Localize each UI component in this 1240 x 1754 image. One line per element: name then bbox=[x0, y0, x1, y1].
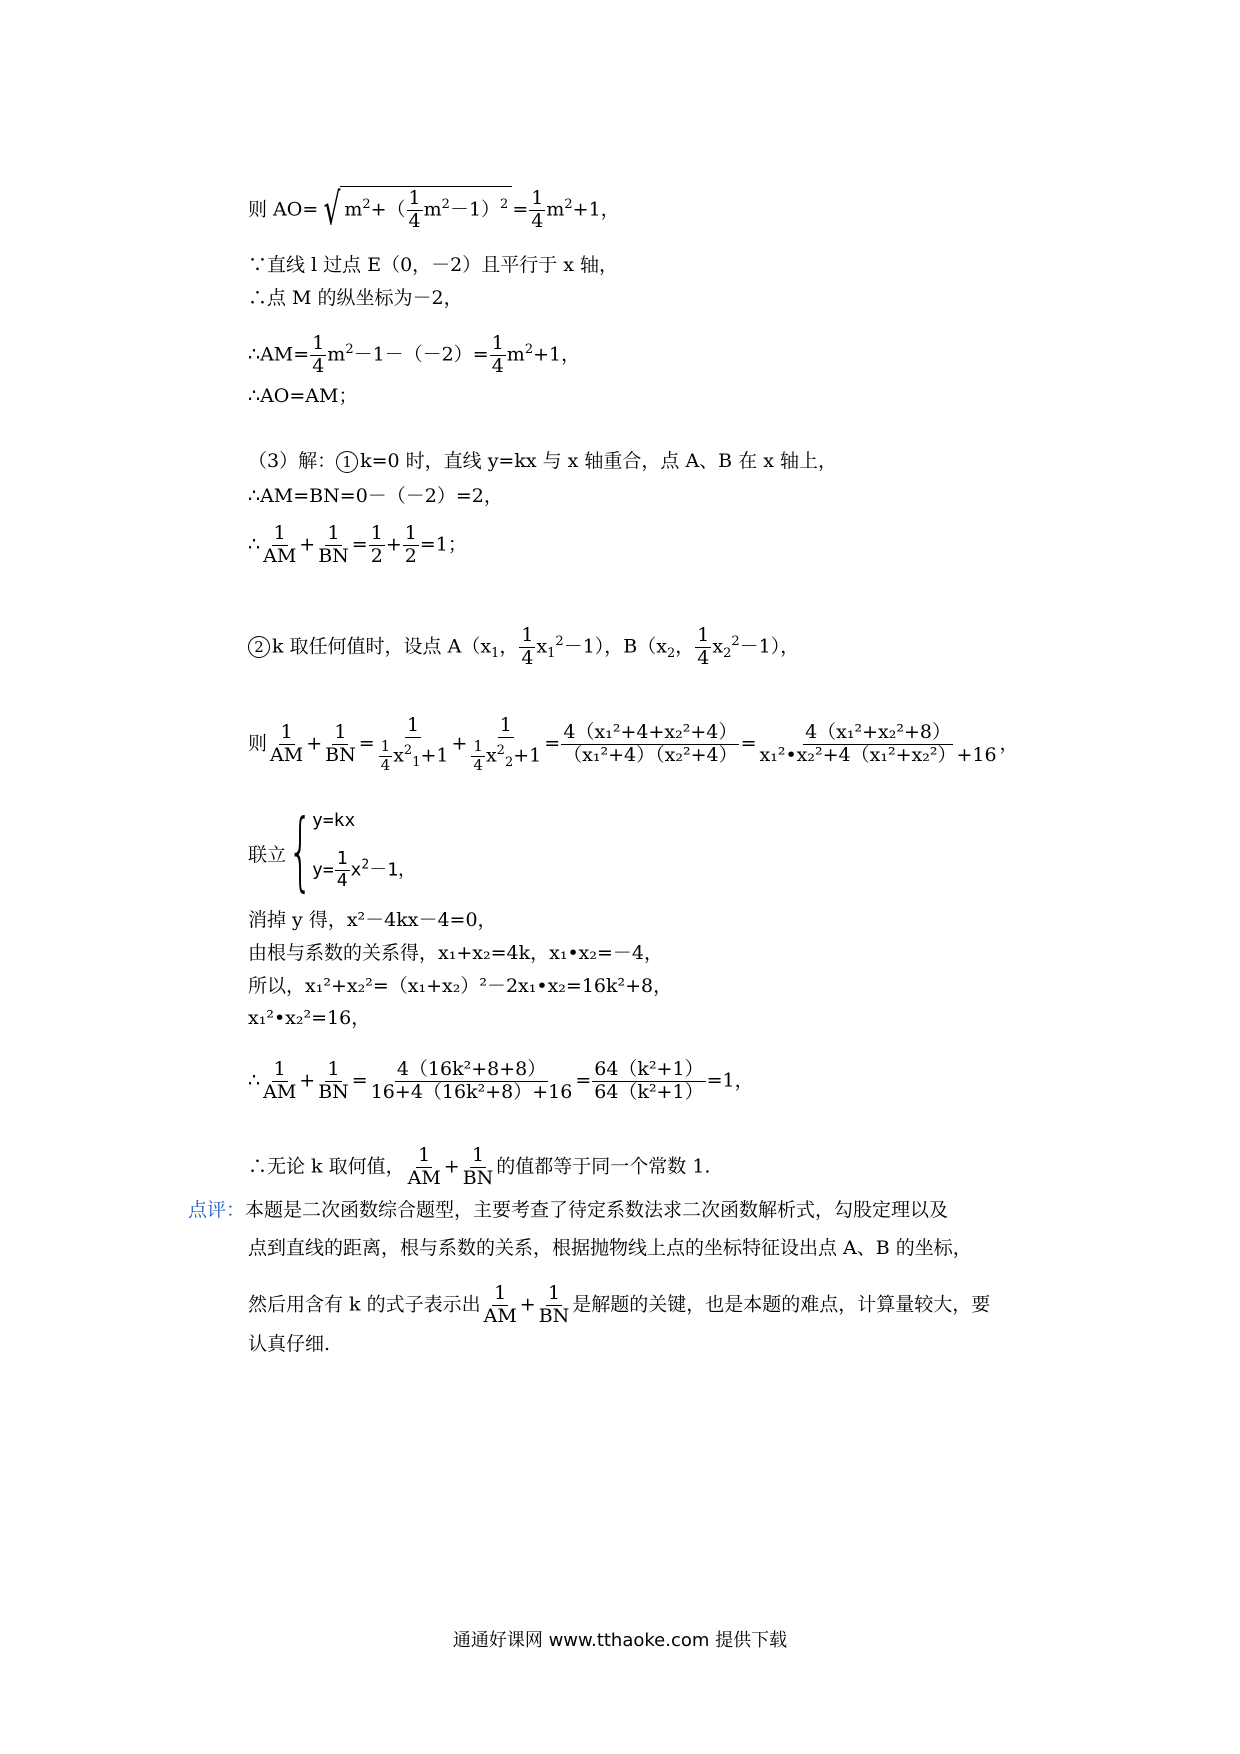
t: = bbox=[740, 732, 757, 755]
num: 64（k²+1） bbox=[594, 1058, 704, 1080]
t: 2 bbox=[496, 742, 505, 758]
t: 2 bbox=[362, 197, 371, 213]
fraction bbox=[335, 850, 350, 891]
fraction bbox=[406, 1146, 443, 1189]
num: 1 bbox=[547, 1282, 561, 1304]
fraction bbox=[261, 1060, 298, 1103]
den: 4 bbox=[521, 646, 534, 669]
t: + bbox=[299, 1069, 316, 1092]
den: 4 bbox=[697, 646, 710, 669]
t: －1－（－2）= bbox=[353, 343, 489, 366]
t: +1 bbox=[420, 744, 449, 767]
num: 1 bbox=[334, 721, 347, 744]
fraction bbox=[592, 1060, 705, 1103]
t: ， bbox=[675, 635, 695, 658]
t: y=kx bbox=[312, 810, 356, 831]
t: 2 bbox=[361, 857, 370, 873]
num: 4（16k²+8+8） bbox=[396, 1058, 547, 1080]
line-5: ∴AO=AM； bbox=[248, 385, 358, 407]
t: ， bbox=[999, 732, 1019, 755]
num: 1 bbox=[327, 522, 340, 544]
num: 4（x₁²+x₂²+8） bbox=[805, 721, 951, 744]
fraction bbox=[529, 189, 545, 232]
num: 1 bbox=[471, 1144, 485, 1166]
t: = bbox=[512, 198, 529, 221]
t: + bbox=[299, 533, 316, 556]
t: 1 bbox=[491, 646, 500, 662]
den: （x₁²+4）（x₂²+4） bbox=[563, 744, 738, 767]
line-13: 由根与系数的关系得，x₁+x₂=4k，x₁•x₂=－4， bbox=[248, 942, 663, 964]
num: 4（x₁²+4+x₂²+4） bbox=[563, 721, 738, 744]
t: x bbox=[536, 635, 548, 658]
line-6 bbox=[248, 449, 837, 473]
t: 是解题的关键，也是本题的难点，计算量较大，要 bbox=[572, 1293, 991, 1316]
t: = bbox=[544, 732, 561, 755]
line-long-fraction bbox=[248, 716, 1019, 773]
sqrt-body bbox=[340, 186, 512, 232]
num: 1 bbox=[521, 624, 534, 646]
t: 2 bbox=[731, 634, 740, 650]
fraction bbox=[369, 524, 385, 567]
num: 1 bbox=[407, 714, 420, 736]
t: = bbox=[351, 1069, 368, 1092]
note-line-2: 点到直线的距离，根与系数的关系，根据抛物线上点的坐标特征设出点 A、B 的坐标， bbox=[248, 1237, 972, 1259]
line-am bbox=[248, 334, 580, 377]
footer: 通通好课网 www.tthaoke.com 提供下载 bbox=[452, 1630, 788, 1651]
t: +1， bbox=[533, 343, 581, 366]
t: －1 bbox=[369, 859, 399, 881]
t: ∴AM= bbox=[248, 343, 310, 366]
brace: { bbox=[288, 801, 313, 901]
fraction bbox=[268, 723, 305, 766]
num: 1 bbox=[499, 714, 512, 736]
fraction bbox=[323, 723, 358, 766]
t: 2 bbox=[345, 342, 354, 358]
line-15: x₁²•x₂²=16， bbox=[248, 1007, 371, 1029]
den: BN bbox=[318, 544, 349, 567]
num: 1 bbox=[336, 848, 348, 869]
t: 然后用含有 k 的式子表示出 bbox=[248, 1293, 481, 1316]
den: 2 bbox=[404, 544, 417, 567]
num: 1 bbox=[491, 332, 504, 354]
t: 本题是二次函数综合题型，主要考查了待定系数法求二次函数解析式，勾股定理以及 bbox=[245, 1199, 949, 1221]
t: m bbox=[327, 343, 346, 366]
line-conclusion bbox=[248, 1146, 710, 1189]
t: =1； bbox=[419, 533, 467, 556]
fraction bbox=[468, 716, 543, 773]
line-7: ∴AM=BN=0－（－2）=2， bbox=[248, 485, 503, 507]
t: m bbox=[344, 198, 363, 221]
fraction bbox=[537, 1284, 572, 1327]
num: 1 bbox=[473, 736, 483, 755]
den: BN bbox=[538, 1304, 570, 1327]
eq-line bbox=[312, 850, 416, 891]
t: = bbox=[575, 1069, 592, 1092]
den: 16+4（16k²+8）+16 bbox=[370, 1080, 573, 1103]
den: AM bbox=[263, 544, 297, 567]
line-points bbox=[248, 626, 799, 669]
den: 64（k²+1） bbox=[594, 1080, 704, 1103]
fraction bbox=[407, 189, 423, 232]
t: k 取任何值时，设点 A（x bbox=[272, 635, 492, 658]
line-12: 消掉 y 得，x²－4kx－4=0， bbox=[248, 909, 497, 931]
fraction bbox=[482, 1284, 519, 1327]
fraction bbox=[758, 723, 999, 766]
t: m bbox=[423, 198, 442, 221]
fraction bbox=[471, 736, 485, 774]
den: AM bbox=[263, 1080, 297, 1103]
fraction bbox=[379, 736, 393, 774]
t: x bbox=[350, 859, 362, 881]
t: + bbox=[519, 1293, 536, 1316]
den: AM bbox=[483, 1304, 517, 1327]
t: + bbox=[451, 732, 468, 755]
num: 1 bbox=[380, 736, 391, 755]
t: 2 bbox=[403, 742, 413, 758]
note-line-1 bbox=[188, 1198, 948, 1222]
line-sum-k0 bbox=[248, 524, 467, 567]
fraction bbox=[376, 716, 451, 773]
t: 2 bbox=[666, 646, 676, 662]
circled-number: 1 bbox=[336, 451, 358, 473]
t: 2 bbox=[441, 197, 450, 213]
t: = bbox=[358, 732, 375, 755]
line-2: ∵直线 l 过点 E（0，－2）且平行于 x 轴， bbox=[248, 254, 619, 276]
note-line-3 bbox=[248, 1284, 990, 1327]
system-of-equations bbox=[248, 802, 508, 902]
t: x bbox=[712, 635, 724, 658]
den: BN bbox=[318, 1080, 349, 1103]
num: 1 bbox=[418, 1144, 431, 1166]
den: 4 bbox=[473, 755, 483, 774]
line-3: ∴点 M 的纵坐标为－2， bbox=[248, 287, 463, 309]
t: 1 bbox=[547, 646, 556, 662]
fraction bbox=[695, 626, 711, 669]
t: +（ bbox=[370, 198, 406, 221]
den: x₁²•x₂²+4（x₁²+x₂²）+16 bbox=[759, 744, 997, 767]
t: + bbox=[443, 1155, 460, 1178]
num: 1 bbox=[404, 522, 417, 544]
t: ， bbox=[398, 859, 417, 881]
num: 1 bbox=[408, 187, 421, 209]
t: +1 bbox=[513, 744, 542, 767]
note-label: 点评： bbox=[188, 1199, 246, 1221]
line-result bbox=[248, 1060, 754, 1103]
fraction bbox=[316, 524, 351, 567]
den: 4 bbox=[531, 209, 544, 232]
t: y= bbox=[312, 859, 334, 881]
t: ， bbox=[499, 635, 519, 658]
den: 4 bbox=[312, 354, 325, 377]
t: m bbox=[546, 198, 565, 221]
den bbox=[468, 738, 543, 774]
t: 2 bbox=[504, 754, 514, 770]
num: 1 bbox=[327, 1058, 340, 1080]
num: 1 bbox=[370, 522, 383, 544]
t: =1， bbox=[706, 1069, 754, 1092]
t: －1） bbox=[449, 198, 501, 221]
t: 则 bbox=[248, 732, 268, 755]
den: 4 bbox=[408, 209, 421, 232]
den: 4 bbox=[491, 354, 504, 377]
t: （3）解： bbox=[248, 450, 337, 472]
num: 1 bbox=[312, 332, 325, 354]
den: AM bbox=[407, 1166, 441, 1189]
num: 1 bbox=[280, 721, 293, 744]
t: = bbox=[351, 533, 368, 556]
t: －1），B（x bbox=[563, 635, 667, 658]
t: －1）， bbox=[739, 635, 800, 658]
fraction bbox=[519, 626, 535, 669]
fraction bbox=[261, 524, 298, 567]
num: 1 bbox=[494, 1282, 507, 1304]
num: 1 bbox=[697, 624, 710, 646]
num: 1 bbox=[531, 187, 544, 209]
t: 1 bbox=[412, 754, 421, 770]
circled-number: 2 bbox=[248, 636, 270, 658]
den: BN bbox=[325, 744, 356, 767]
t: + bbox=[385, 533, 402, 556]
t: +1， bbox=[572, 198, 620, 221]
line-ao bbox=[248, 184, 620, 236]
fraction bbox=[369, 1060, 575, 1103]
t: 联立 bbox=[248, 844, 287, 866]
line-14: 所以，x₁²+x₂²=（x₁+x₂）²－2x₁•x₂=16k²+8， bbox=[248, 975, 673, 997]
num: 1 bbox=[273, 522, 286, 544]
fraction bbox=[461, 1146, 496, 1189]
t: 的值都等于同一个常数 1. bbox=[496, 1155, 711, 1178]
t: ∴ bbox=[248, 1069, 261, 1092]
den: 2 bbox=[370, 544, 383, 567]
fraction bbox=[310, 334, 326, 377]
t: k=0 时，直线 y=kx 与 x 轴重合，点 A、B 在 x 轴上， bbox=[360, 450, 837, 472]
t: 2 bbox=[500, 197, 509, 213]
t: 2 bbox=[723, 646, 732, 662]
t: x bbox=[393, 744, 404, 767]
t: x bbox=[485, 744, 497, 767]
note-line-4: 认真仔细. bbox=[248, 1333, 331, 1355]
num: 1 bbox=[273, 1058, 286, 1080]
t: 2 bbox=[524, 342, 534, 358]
t: m bbox=[506, 343, 525, 366]
fraction bbox=[316, 1060, 351, 1103]
den: 4 bbox=[336, 869, 348, 891]
sqrt-sign: √ bbox=[323, 184, 341, 236]
text: 则 AO= bbox=[248, 198, 319, 221]
den: AM bbox=[270, 744, 304, 767]
den bbox=[376, 738, 451, 774]
t: + bbox=[306, 732, 323, 755]
den: 4 bbox=[380, 755, 391, 774]
fraction bbox=[490, 334, 506, 377]
t: ∴ bbox=[248, 533, 261, 556]
t: 2 bbox=[564, 197, 573, 213]
fraction bbox=[403, 524, 419, 567]
fraction bbox=[561, 723, 739, 766]
t: ∴无论 k 取何值， bbox=[248, 1155, 405, 1178]
t: 2 bbox=[555, 634, 564, 650]
den: BN bbox=[462, 1166, 494, 1189]
